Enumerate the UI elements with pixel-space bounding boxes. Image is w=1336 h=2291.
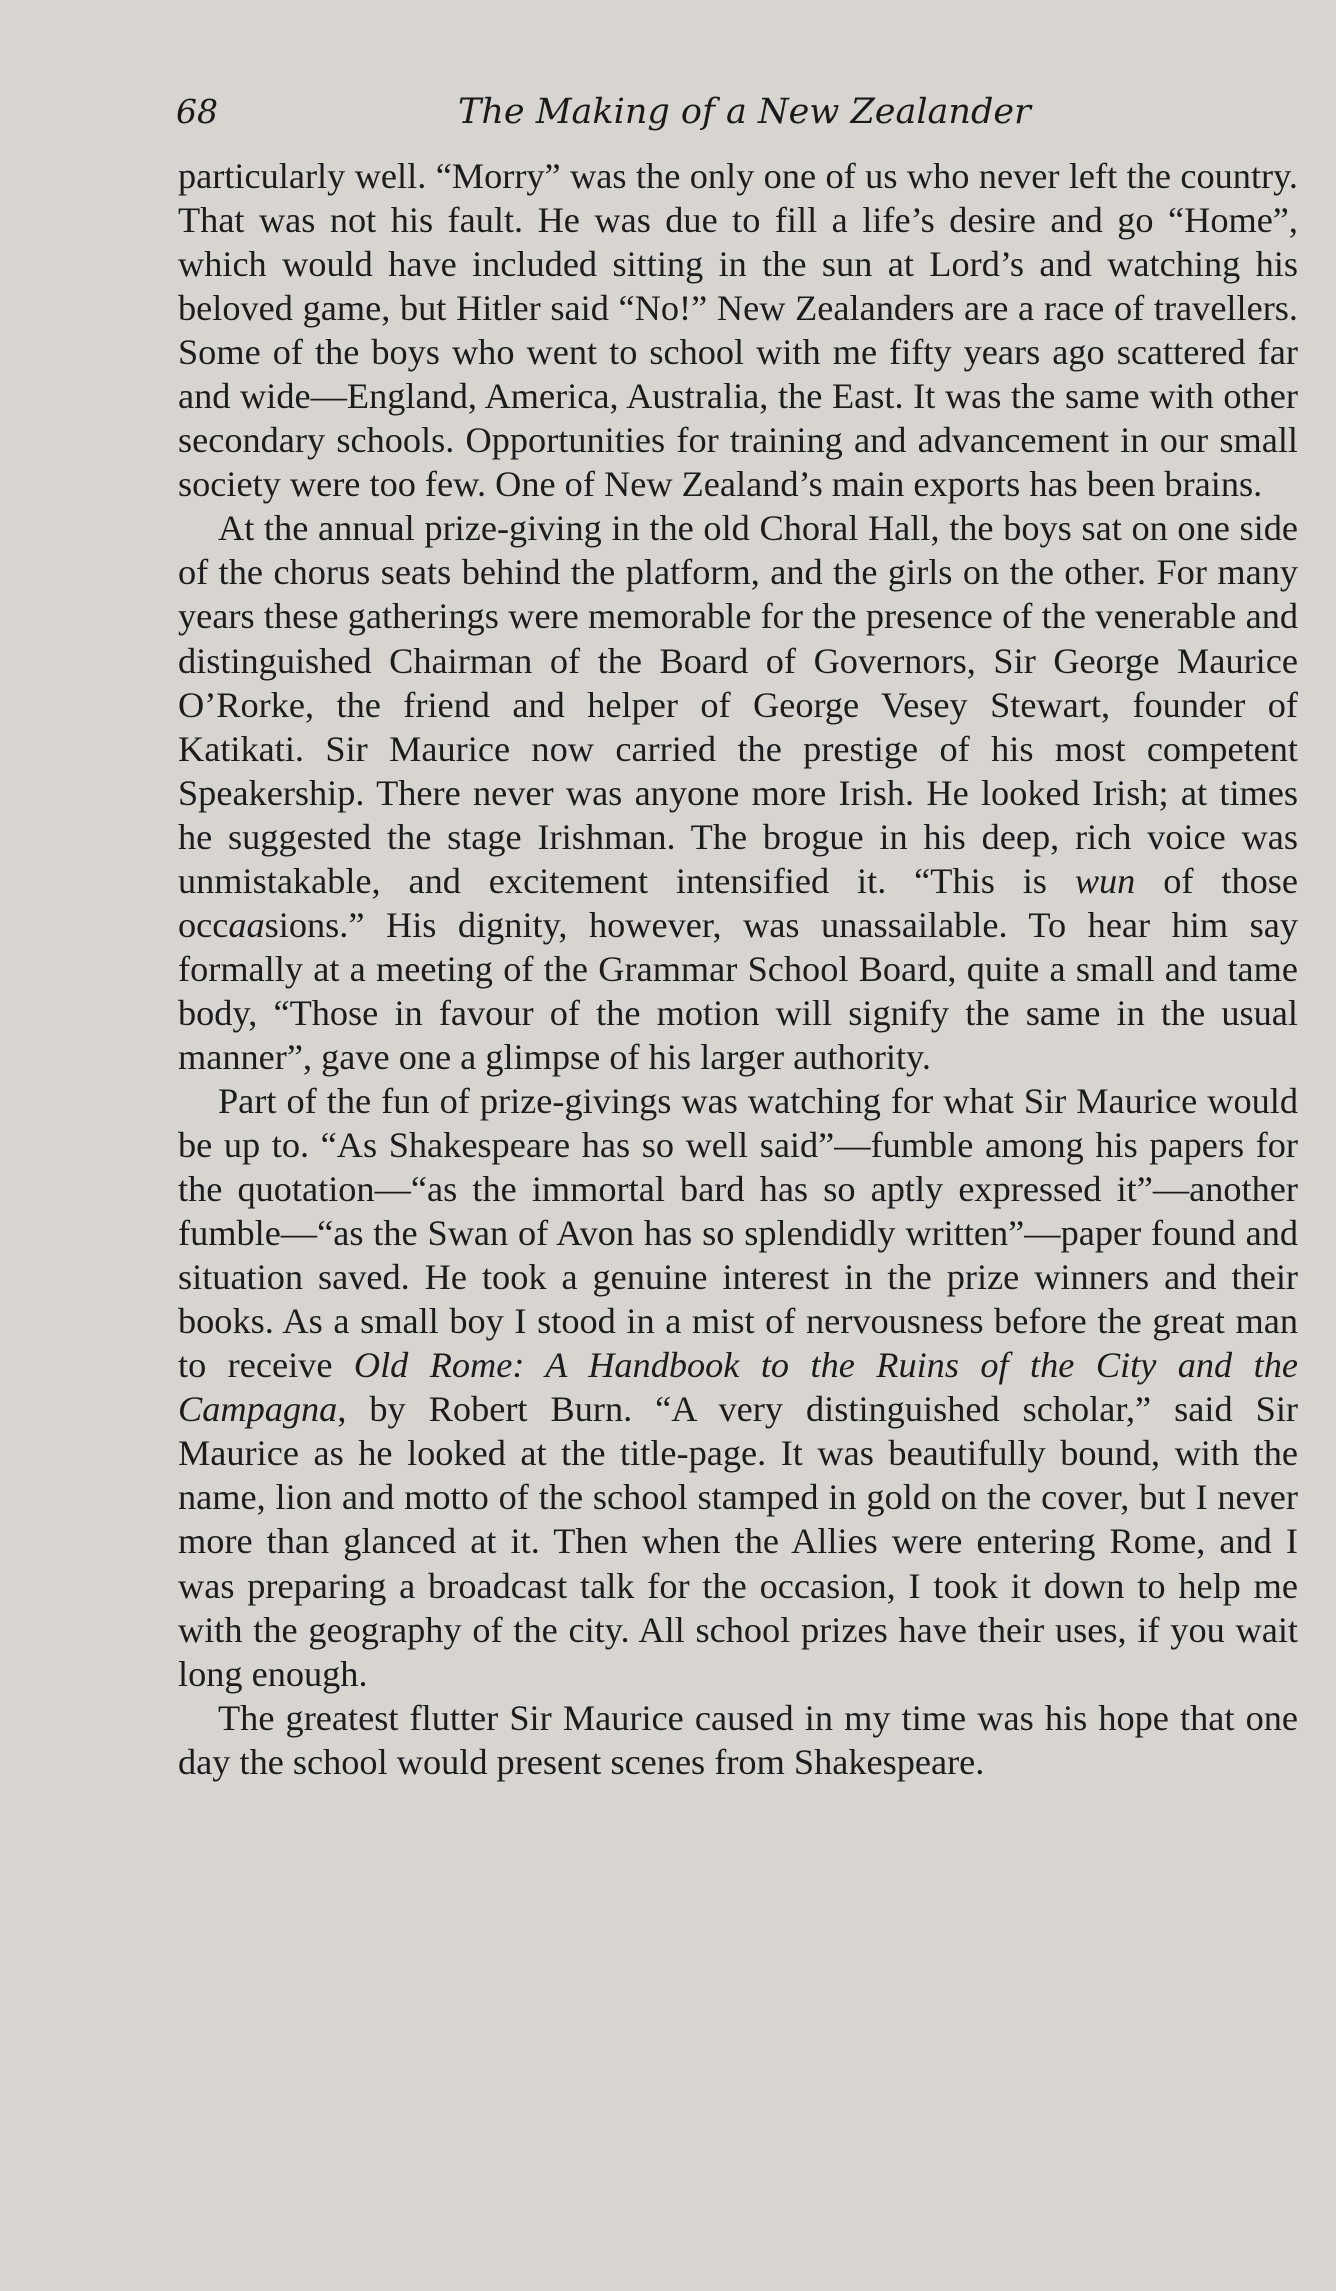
text-run: , by Robert Burn. “A very distinguished scholar,” said Sir Maurice as he looked at the title-page. It was beautifully bound, with the name, lion and motto of the school stamped in gold on the cover, but I never more than glanced at it. Then when the Allies were entering Rome, and I was preparing a broadcast talk for the occasion, I took it down to help me with the geography of the city. All school prizes have their uses, if you wait long enough. — [178, 1389, 1298, 1694]
paragraph — [178, 506, 1298, 1079]
italic-text: aa — [228, 904, 265, 945]
page-number: 68 — [176, 92, 218, 131]
running-head — [176, 92, 1300, 142]
paragraph — [178, 1079, 1298, 1696]
running-title: The Making of a New Zealander — [458, 92, 1031, 132]
italic-text: wun — [1074, 860, 1136, 901]
text-run: of those occ — [178, 860, 1298, 945]
paragraph — [178, 1696, 1298, 1784]
paragraph — [178, 154, 1298, 506]
text-run: sions.” His dignity, however, was unassailable. To hear him say formally at a meeting of the Grammar School Board, quite a small and tame body, “Those in favour of the motion will signify the same in the usual manner”, gave one a glimpse of his larger authority. — [178, 904, 1298, 1077]
text-run: Part of the fun of prize-givings was watching for what Sir Maurice would be up to. “As Shakespeare has so well said”—fumble among his papers for the quotation—“as the immortal bard has so aptly expressed it”—another fumble—“as the Swan of Avon has so splendidly written”—paper found and situation saved. He took a genuine interest in the prize winners and their books. As a small boy I stood in a mist of nervousness before the great man to receive — [178, 1080, 1298, 1386]
text-run: The greatest flutter Sir Maurice caused in my time was his hope that one day the school would present scenes from Shakespeare. — [178, 1697, 1298, 1782]
italic-text: Old Rome: A Handbook to the Ruins of the City and the Campagna — [178, 1345, 1298, 1430]
text-run: At the annual prize-giving in the old Choral Hall, the boys sat on one side of the chorus seats behind the platform, and the girls on the other. For many years these gatherings were memorable for the presence of the venerable and distinguished Chairman of the Board of Governors, Sir George Maurice O’Rorke, the friend and helper of George Vesey Stewart, founder of Katikati. Sir Maurice now carried the prestige of his most competent Speakership. There never was anyone more Irish. He looked Irish; at times he suggested the stage Irishman. The brogue in his deep, rich voice was unmistakable, and excitement intensified it. “This is — [178, 508, 1298, 901]
body-text — [178, 154, 1298, 1784]
text-run: particularly well. “Morry” was the only one of us who never left the country. That was not his fault. He was due to fill a life’s desire and go “Home”, which would have included sitting in the sun at Lord’s and watching his beloved game, but Hitler said “No!” New Zealanders are a race of travellers. Some of the boys who went to school with me fifty years ago scattered far and wide—England, America, Australia, the East. It was the same with other secondary schools. Opportunities for training and advancement in our small society were too few. One of New Zealand’s main exports has been brains. — [178, 156, 1298, 505]
